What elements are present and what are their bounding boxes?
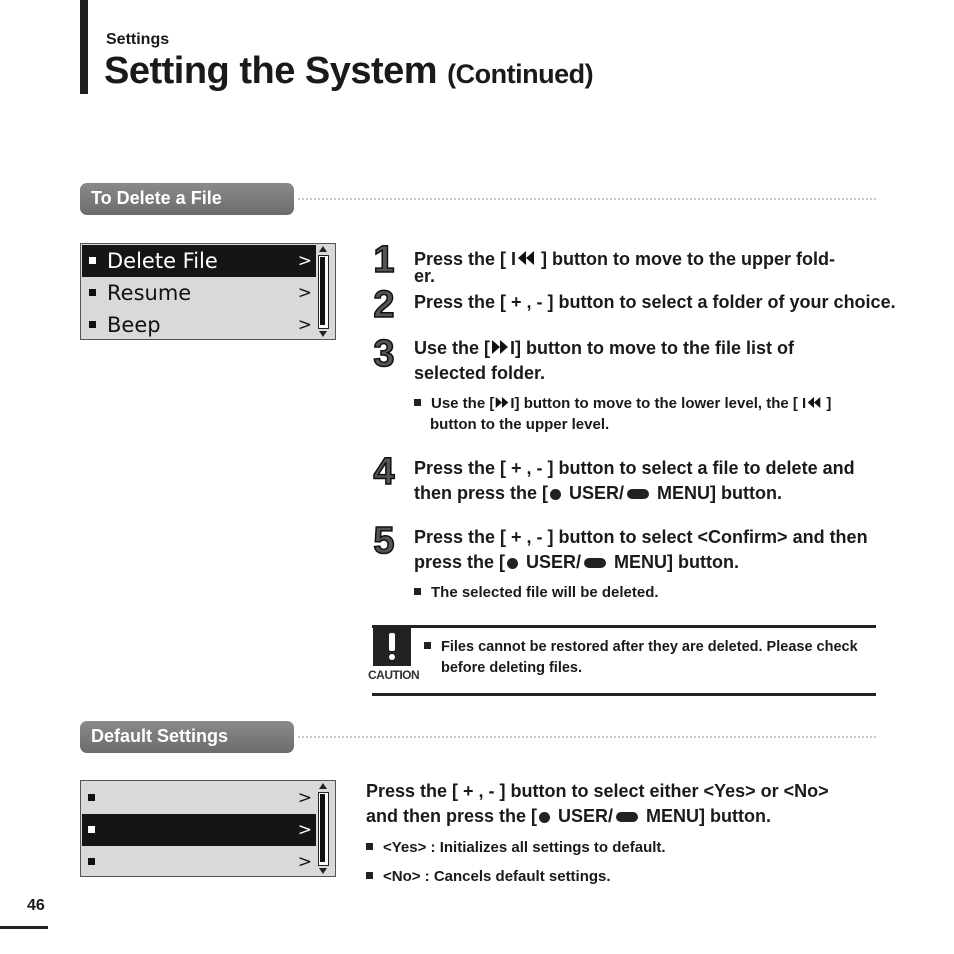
delete-file-heading: To Delete a File: [80, 183, 294, 215]
lcd-menu-item: [82, 245, 316, 277]
skip-back-icon: [806, 397, 822, 408]
bullet-square-icon: [88, 826, 95, 833]
lcd-menu-default: [80, 780, 336, 877]
step-3-note: Use the [ I] button to move to the lower level, the [ I ] button to the upper level.: [414, 393, 884, 435]
caution-top-rule: [372, 625, 876, 628]
svg-text:3: 3: [373, 333, 395, 372]
default-settings-note-yes: <Yes> : Initializes all settings to default.: [366, 837, 666, 858]
skip-forward-icon: [490, 340, 510, 354]
bullet-square-icon: [89, 321, 96, 328]
caution-bottom-rule: [372, 693, 876, 696]
chevron-right-icon: >: [297, 283, 312, 303]
caution-text: Files cannot be restored after they are deleted. Please check before deleting files.: [424, 637, 874, 679]
bullet-icon: [414, 399, 421, 406]
menu-button-icon: [616, 812, 638, 822]
scroll-down-icon: [319, 868, 327, 874]
step-number-1-icon: [364, 238, 404, 278]
step-number-5-icon: [364, 519, 404, 559]
bullet-icon: [424, 642, 431, 649]
page-number-rule: [0, 926, 48, 929]
svg-text:2: 2: [373, 284, 395, 323]
default-settings-note-no: <No> : Cancels default settings.: [366, 866, 611, 887]
bullet-square-icon: [88, 794, 95, 801]
page-title-suffix: (Continued): [447, 59, 594, 89]
svg-text:1: 1: [373, 239, 395, 278]
menu-button-icon: [584, 558, 606, 568]
skip-back-icon: [516, 251, 536, 265]
scroll-down-icon: [319, 331, 327, 337]
step-number-4-icon: [364, 450, 404, 490]
step-2-text: Press the [ + , - ] button to select a folder of your choice.: [414, 292, 896, 312]
lcd-menu-item: [82, 782, 316, 814]
lcd-scrollbar: [318, 783, 329, 874]
section-divider: [298, 198, 876, 200]
user-button-icon: [539, 812, 550, 823]
lcd-menu-item-label: Delete File: [107, 249, 218, 273]
section-divider: [298, 736, 876, 738]
page-title: [104, 50, 593, 93]
lcd-menu-item-label: Beep: [107, 313, 161, 337]
default-settings-heading: Default Settings: [80, 721, 294, 753]
step-1-text: Press the [ I ] button to move to the upper fold- er.: [414, 249, 835, 286]
skip-forward-icon: [494, 397, 510, 408]
step-number-3-icon: [364, 332, 404, 372]
chevron-right-icon: >: [297, 820, 312, 840]
lcd-menu-item: [82, 814, 316, 846]
svg-text:4: 4: [373, 451, 395, 490]
bullet-icon: [366, 843, 373, 850]
lcd-menu-item: [82, 309, 316, 341]
default-settings-instruction: Press the [ + , - ] button to select either <Yes> or <No> and then press the [ USER/ MENU] button.: [366, 781, 829, 826]
section-label: Settings: [106, 31, 170, 48]
step-3-text: Use the [ I] button to move to the file list of selected folder.: [414, 338, 795, 383]
user-button-icon: [507, 558, 518, 569]
bullet-square-icon: [89, 257, 96, 264]
chevron-right-icon: >: [297, 852, 312, 872]
step-number-2-icon: [364, 283, 404, 323]
user-button-icon: [550, 489, 561, 500]
menu-button-icon: [627, 489, 649, 499]
scroll-up-icon: [319, 246, 327, 252]
scroll-up-icon: [319, 783, 327, 789]
bullet-icon: [414, 588, 421, 595]
header-accent-bar: [80, 0, 88, 94]
lcd-menu-item: [82, 846, 316, 878]
caution-label: CAUTION: [368, 668, 420, 682]
bullet-square-icon: [89, 289, 96, 296]
step-5-note: The selected file will be deleted.: [414, 582, 659, 603]
lcd-menu-item: [82, 277, 316, 309]
lcd-menu-item-label: Resume: [107, 281, 192, 305]
bullet-square-icon: [88, 858, 95, 865]
page-number: 46: [27, 897, 45, 914]
chevron-right-icon: >: [297, 315, 312, 335]
lcd-scrollbar: [318, 246, 329, 337]
caution-exclamation-icon: [373, 626, 411, 666]
chevron-right-icon: >: [297, 251, 312, 271]
lcd-menu-delete: [80, 243, 336, 340]
svg-text:5: 5: [373, 520, 395, 559]
bullet-icon: [366, 872, 373, 879]
page-title-main: Setting the System: [104, 50, 438, 92]
chevron-right-icon: >: [297, 788, 312, 808]
step-4-text: Press the [ + , - ] button to select a file to delete and then press the [ USER/ MENU] button.: [414, 458, 855, 503]
step-5-text: Press the [ + , - ] button to select <Confirm> and then press the [ USER/ MENU] button.: [414, 527, 868, 572]
